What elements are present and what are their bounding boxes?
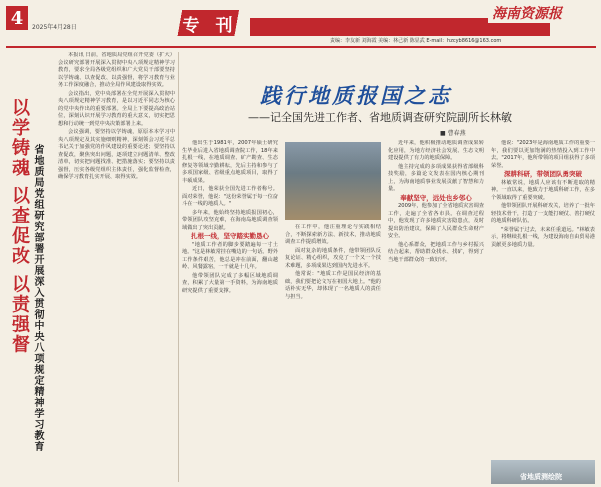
page-number-badge: 4	[6, 6, 28, 30]
paragraph: 2009年，他参加了全省地质灾害调查工作，走遍了全省各市县。在调查过程中，他发现了许多地质灾害隐患点，及时提出防治建议，保障了人民群众生命财产安全。	[388, 203, 484, 239]
article-photo	[285, 142, 381, 220]
sidebar-subheadline: 省地质局党组研究部署开展深入贯彻中央八项规定精神学习教育	[32, 144, 43, 452]
paragraph: 近日，他荣获全国先进工作者称号。面对荣誉，他说："这份荣誉属于每一位奋斗在一线的地质人。"	[182, 186, 278, 207]
section-banner: 专 刊	[172, 10, 248, 36]
section-subhead: 奉献坚守，远处也乡邻心	[400, 193, 472, 202]
paragraph: 近年来，他积极推动地质调查成果转化应用，为地方经济社会发展、生态文明建设提供了有力的地质保障。	[388, 140, 484, 161]
paragraph: 林敏常说，地质人应该有不断进取的精神。一直以来，他致力于地质科研工作，在多个领域取得了重要突破。	[491, 179, 595, 201]
article-column-4	[491, 140, 595, 480]
sidebar-headline: 以学铸魂 以查促改 以责强督	[9, 98, 30, 355]
editors-credit: 责编：李友新 刘海霞 美编：林己新 陈显武 E-mail：hzcyb8616@163.com	[330, 38, 502, 44]
paragraph: 他常说："地质工作是国民经济的基础，我们要把论文写在祖国大地上。"他的话朴实无华，却体现了一名地质人的责任与担当。	[285, 271, 381, 300]
paragraph: 在工作中，他注重理论与实践相结合，不断探索新方法、新技术，推动地质调查工作提质增效。	[285, 224, 381, 245]
sidebar-article-body	[58, 52, 175, 480]
paragraph: 面对复杂的地质条件，他带领团队反复论证、精心组织，攻克了一个又一个技术难题，多项成果达到国内先进水平。	[285, 247, 381, 269]
paragraph: 他主持完成的多项成果获得省部级科技奖励，多篇论文发表在国内核心期刊上，为海南地质事业发展贡献了智慧和力量。	[388, 163, 484, 192]
newspaper-masthead: 海南资源报	[488, 3, 566, 23]
paragraph: 他心系群众，把地质工作与乡村振兴结合起来，帮助群众找水、找矿，得到了当地干部群众的一致好评。	[388, 241, 484, 263]
article-column-2	[285, 224, 381, 480]
article-byline: ■ 曹春燕	[440, 130, 466, 137]
section-subhead: 扎根一线，坚守踏实勤恳心	[191, 232, 269, 240]
paragraph: 他带领团队完成了多幅区域地质调查，积累了大量第一手资料，为海南地质研究提供了重要支撑。	[182, 272, 278, 294]
column-divider	[178, 52, 179, 482]
article-column-3	[388, 140, 484, 480]
paragraph: 他带领团队开展科研攻关，培养了一批年轻技术骨干，打造了一支能打硬仗、善打硬仗的地质科研队伍。	[491, 203, 595, 224]
article-column-1	[182, 140, 278, 480]
paragraph: "荣誉属于过去，未来任重道远。"林敏表示，将继续扎根一线，为建设海南自由贸易港贡献更多地质力量。	[491, 226, 595, 248]
header-divider	[6, 46, 596, 48]
paragraph: 他说："2023年是海南地质工作的重要一年，我们要以更加饱满的热情投入到工作中去。"2017年，他所带领的项目组获得了多项荣誉。	[491, 140, 595, 169]
paragraph: 他出生于1981年，2007年硕士研究生毕业后进入省地质调查院工作，18年来扎根一线，在地质调查、矿产勘查、生态修复等领域辛勤耕耘，先后主持和参与了多项国家级、省级重点地质项目，取得了丰硕成果。	[182, 140, 278, 184]
page-header	[0, 0, 601, 48]
bottom-photo-caption: 省地质测绘院	[520, 473, 562, 481]
paragraph: 会议指出，党中央部署在全党开展深入贯彻中央八项规定精神学习教育，是以习近平同志为核心的党中央作出的重要部署。全局上下要提高政治站位，深刻认识开展学习教育的重大意义，切实把思想和行动统一到党中央决策部署上来。	[58, 90, 175, 127]
article-subtitle: ——记全国先进工作者、省地质调查研究院副所长林敏	[248, 111, 512, 124]
issue-date: 2025年4月28日	[32, 24, 77, 31]
paragraph: 会议强调，要坚持以学铸魂，原原本本学习中央八项规定及其实施细则精神，深刻领会习近平总书记关于加强党的作风建设的重要论述；要坚持以查促改，聚焦突出问题，逐项建立问题清单、整改清单，切实把问题找准、把措施落实；要坚持以责强督，压实各级党组织主体责任，强化监督检查，确保学习教育扎实开展、取得实效。	[58, 129, 175, 180]
article-title: 践行地质报国之志	[260, 83, 452, 108]
paragraph: 本报讯 日前，省地质局党组召开党委（扩大）会议研究部署开展深入贯彻中央八项规定精神学习教育，要求全局各级党组织和广大党员干部要坚持以学铸魂、以查促改、以责强督，将学习教育与业务工作深度融合，推动全局作风建设取得实效。	[58, 52, 175, 88]
section-subhead: 深耕科研，带领团队勇突破	[504, 170, 582, 178]
paragraph: "地质工作者的脚步要踏遍每一寸土地。"这是林敏常挂在嘴边的一句话。野外工作条件艰苦，他总是冲在前面，翻山越岭、风餐露宿，一干就是十几年。	[182, 241, 278, 270]
paragraph: 多年来，他始终坚持地质报国初心，带领团队攻坚克难，在海南岛地质调查领域做出了突出贡献。	[182, 209, 278, 231]
